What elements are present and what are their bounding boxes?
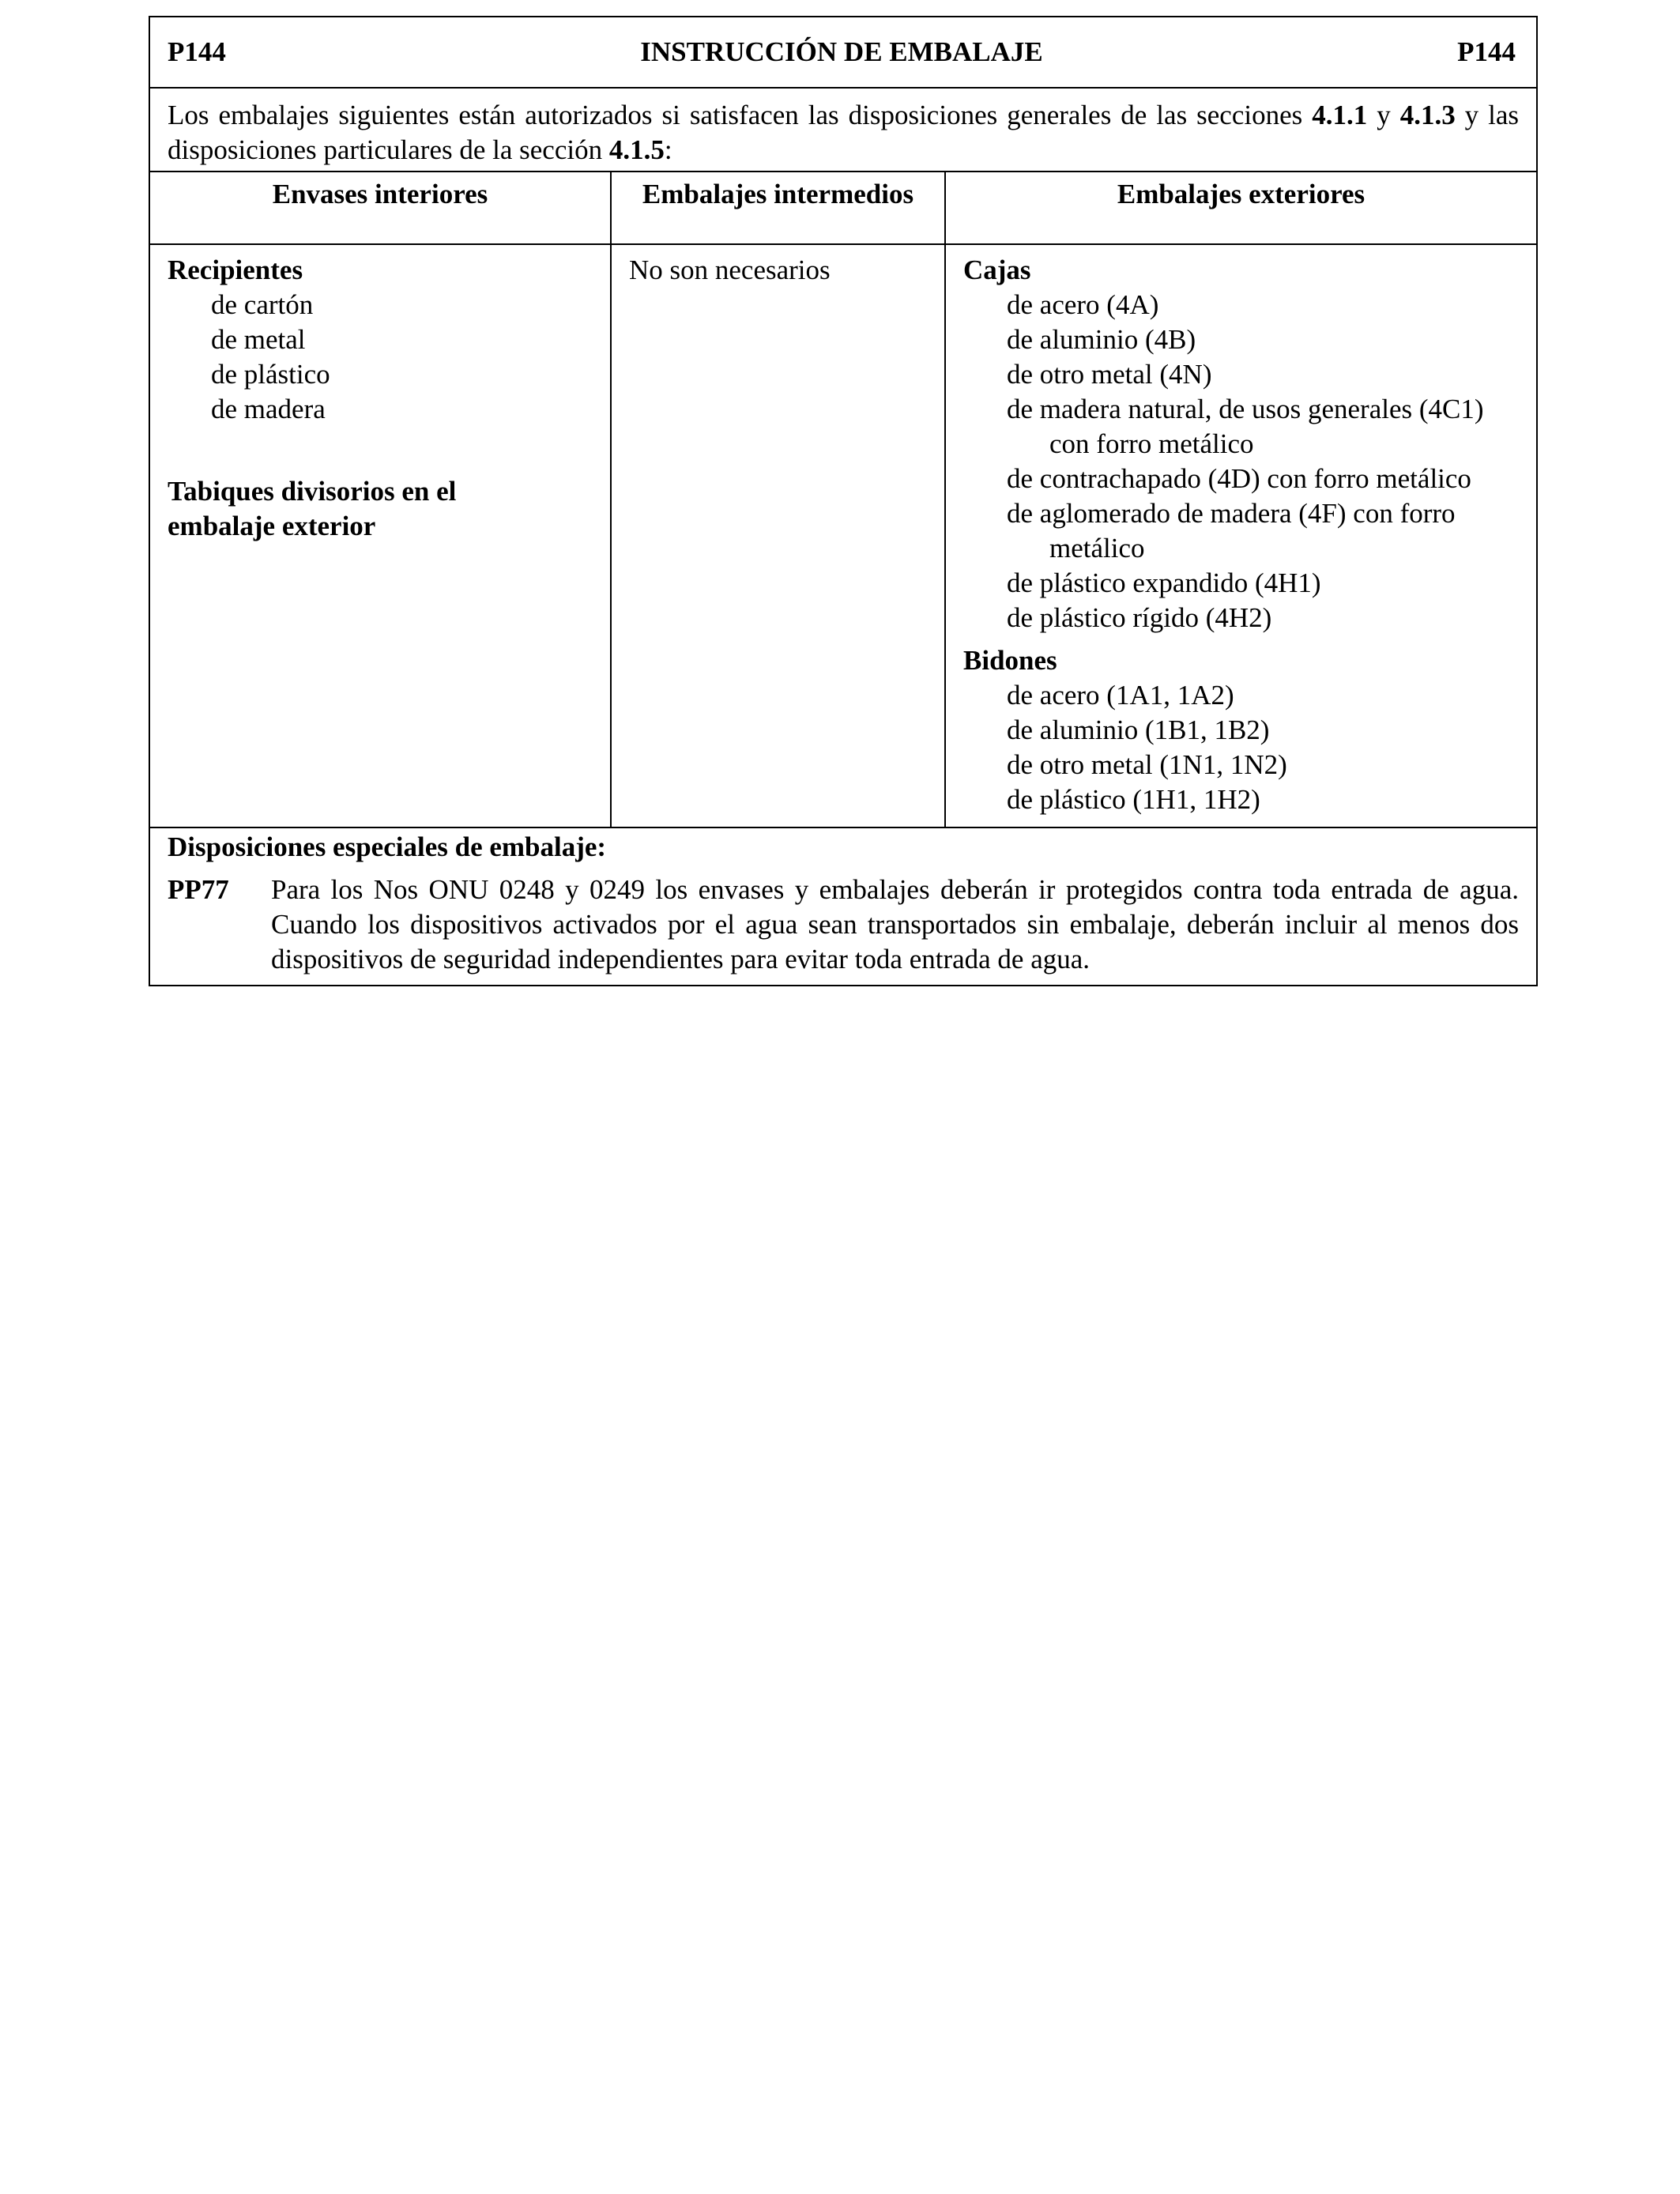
intro-text-1: Los embalajes siguientes están autorizados si satisfacen las disposiciones generales de las secciones — [168, 100, 1313, 130]
spacer — [168, 427, 610, 474]
list-item: de aglomerado de madera (4F) con forro — [1007, 498, 1456, 529]
special-provisions-heading: Disposiciones especiales de embalaje: — [168, 831, 607, 862]
intro-text-2: y — [1367, 100, 1400, 130]
special-provisions-section — [150, 828, 1536, 985]
list-item: de contrachapado (4D) con forro metálico — [1007, 463, 1471, 494]
partitions-heading-line2: embalaje exterior — [168, 511, 376, 541]
intermediate-packagings-cell — [612, 245, 946, 827]
special-provision-item — [168, 873, 1519, 977]
list-item: de madera natural, de usos generales (4C1) — [1007, 394, 1484, 424]
list-item: de plástico (1H1, 1H2) — [1007, 784, 1260, 815]
instruction-title: INSTRUCCIÓN DE EMBALAJE — [640, 36, 1043, 67]
list-item: de otro metal (1N1, 1N2) — [1007, 749, 1287, 780]
outer-packagings-cell — [946, 245, 1536, 827]
list-item: de plástico rígido (4H2) — [1007, 602, 1272, 633]
list-item: de otro metal (4N) — [1007, 359, 1212, 390]
drums-heading: Bidones — [963, 645, 1057, 676]
column-header-outer: Embalajes exteriores — [1117, 179, 1365, 209]
packing-instruction-table — [149, 16, 1538, 986]
instruction-code-right: P144 — [1457, 36, 1516, 67]
special-provision-code: PP77 — [168, 874, 229, 905]
instruction-code-left: P144 — [168, 36, 226, 67]
column-header-row — [150, 172, 1536, 245]
column-header-inner: Envases interiores — [150, 172, 612, 243]
title-row — [150, 17, 1536, 89]
section-ref-4-1-5: 4.1.5 — [608, 134, 665, 165]
column-header-intermediate: Embalajes intermedios — [612, 172, 946, 243]
spacer — [963, 635, 1536, 643]
intermediate-not-necessary: No son necesarios — [629, 254, 831, 285]
list-item: de aluminio (1B1, 1B2) — [1007, 714, 1270, 745]
list-item: de plástico expandido (4H1) — [1007, 567, 1321, 598]
list-item: de cartón — [211, 289, 314, 320]
list-item: de metal — [211, 324, 306, 355]
boxes-heading: Cajas — [963, 254, 1031, 285]
list-item: de madera — [211, 394, 326, 424]
intro-text-3: y las disposiciones particulares de la sección — [168, 100, 1520, 165]
partitions-heading-line1: Tabiques divisorios en el — [168, 476, 457, 507]
list-item: de acero (4A) — [1007, 289, 1159, 320]
receptacles-heading: Recipientes — [168, 254, 303, 285]
list-item: de plástico — [211, 359, 330, 390]
list-item: de aluminio (4B) — [1007, 324, 1196, 355]
packagings-row — [150, 245, 1536, 828]
list-item: de acero (1A1, 1A2) — [1007, 680, 1234, 711]
list-item-continuation: con forro metálico — [1049, 428, 1254, 459]
intro-paragraph — [150, 89, 1536, 172]
list-item-continuation: metálico — [1049, 533, 1145, 564]
special-provision-text: Para los Nos ONU 0248 y 0249 los envases y embalajes deberán ir protegidos contra toda entrada de agua. Cuando los dispositivos activados por el agua sean transportados sin embalaje, deberán incluir al menos dos dispositivos de seguridad independientes para evitar toda entrada de agua. — [271, 874, 1519, 974]
section-ref-4-1-3: 4.1.3 — [1399, 100, 1456, 130]
intro-text-4: : — [664, 134, 672, 165]
section-ref-4-1-1: 4.1.1 — [1312, 100, 1368, 130]
inner-packagings-cell — [150, 245, 612, 827]
